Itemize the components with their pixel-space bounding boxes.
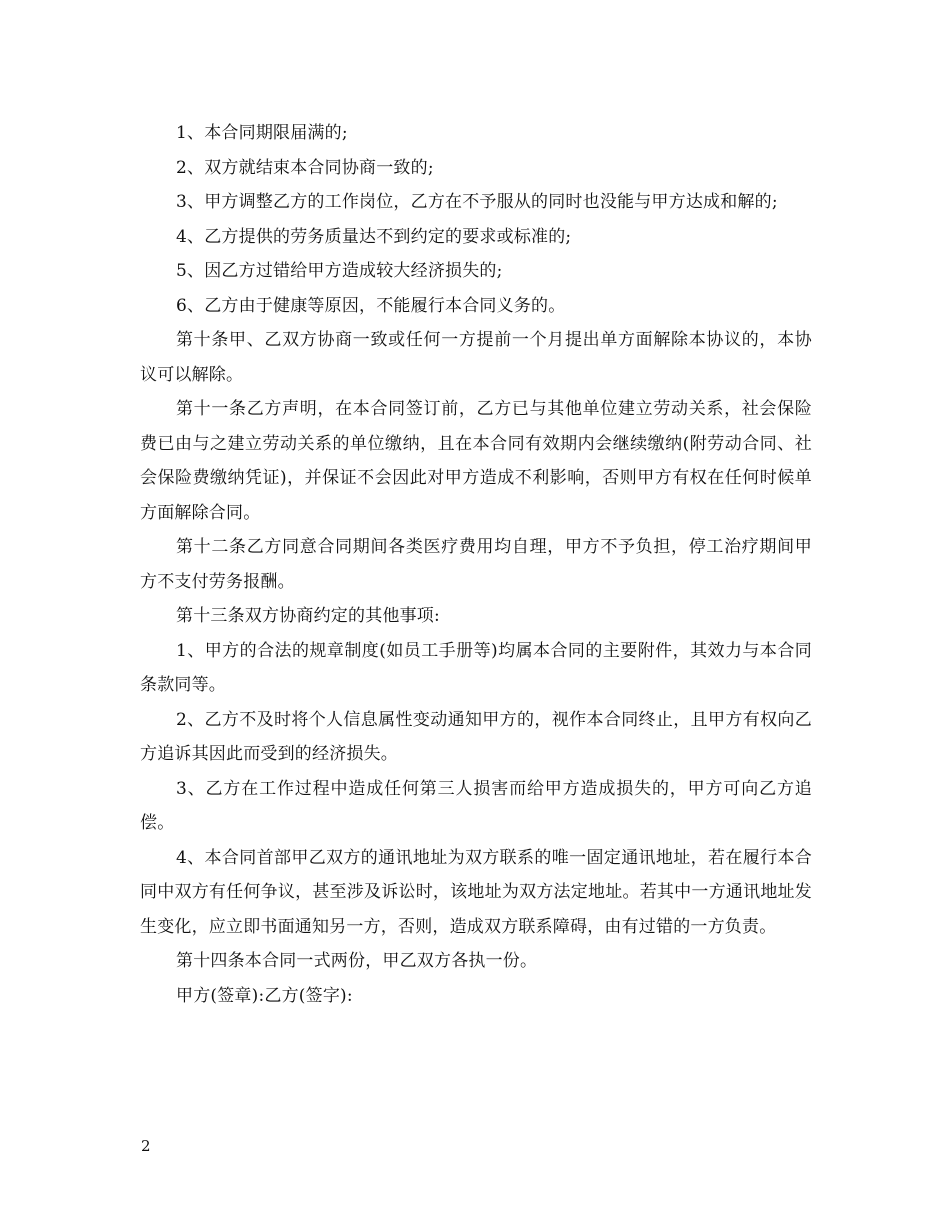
clause-item-3: 3、甲方调整乙方的工作岗位，乙方在不予服从的同时也没能与甲方达成和解的; [176, 192, 778, 212]
article-13-item-2: 2、乙方不及时将个人信息属性变动通知甲方的，视作本合同终止，且甲方有权向乙方追诉其因此而受到的经济损失。 [140, 709, 812, 764]
article-13-item-1: 1、甲方的合法的规章制度(如员工手册等)均属本合同的主要附件，其效力与本合同条款同等。 [140, 640, 812, 695]
document-body [140, 116, 812, 1013]
clause-item-6: 6、乙方由于健康等原因，不能履行本合同义务的。 [176, 295, 566, 316]
article-11: 第十一条乙方声明，在本合同签订前，乙方已与其他单位建立劳动关系，社会保险费已由与之建立劳动关系的单位缴纳，且在本合同有效期内会继续缴纳(附劳动合同、社会保险费缴纳凭证)，并保证不会因此对甲方造成不利影响，否则甲方有权在任何时候单方面解除合同。 [140, 399, 812, 523]
article-12: 第十二条乙方同意合同期间各类医疗费用均自理，甲方不予负担，停工治疗期间甲方不支付劳务报酬。 [140, 537, 812, 592]
article-13-heading: 第十三条双方协商约定的其他事项: [176, 606, 440, 626]
article-14: 第十四条本合同一式两份，甲乙双方各执一份。 [176, 951, 538, 971]
page-number: 2 [141, 1137, 151, 1155]
article-10: 第十条甲、乙双方协商一致或任何一方提前一个月提出单方面解除本协议的，本协议可以解除。 [140, 330, 812, 385]
clause-item-2: 2、双方就结束本合同协商一致的; [176, 157, 434, 178]
clause-item-5: 5、因乙方过错给甲方造成较大经济损失的; [176, 261, 503, 281]
clause-item-1: 1、本合同期限届满的; [176, 123, 348, 143]
clause-item-4: 4、乙方提供的劳务质量达不到约定的要求或标准的; [176, 226, 572, 247]
signature-line: 甲方(签章):乙方(签字): [176, 985, 353, 1006]
article-13-item-4: 4、本合同首部甲乙双方的通讯地址为双方联系的唯一固定通讯地址，若在履行本合同中双方有任何争议，甚至涉及诉讼时，该地址为双方法定地址。若其中一方通讯地址发生变化，应立即书面通知另一方，否则，造成双方联系障碍，由有过错的一方负责。 [140, 847, 812, 937]
article-13-item-3: 3、乙方在工作过程中造成任何第三人损害而给甲方造成损失的，甲方可向乙方追偿。 [140, 778, 812, 833]
